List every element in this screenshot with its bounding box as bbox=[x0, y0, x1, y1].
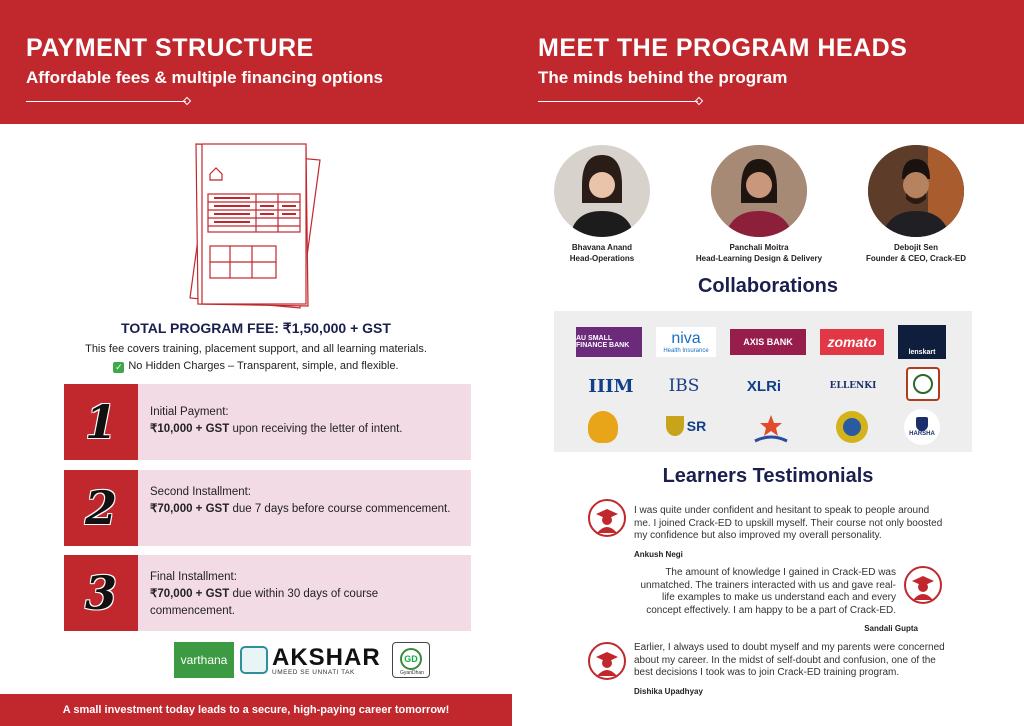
installment-card bbox=[64, 555, 471, 631]
xlri-logo: XLRi bbox=[746, 377, 782, 395]
total-program-fee: TOTAL PROGRAM FEE: ₹1,50,000 + GST bbox=[121, 320, 391, 336]
collaborations-logo-grid bbox=[554, 311, 972, 452]
akshar-mark-icon bbox=[240, 646, 268, 674]
avatar bbox=[868, 145, 964, 237]
head-name: Debojit Sen bbox=[893, 243, 938, 252]
testimonial bbox=[634, 567, 918, 636]
invoice-document-icon bbox=[180, 138, 330, 313]
head-role: Head-Learning Design & Delivery bbox=[695, 254, 823, 263]
testimonial bbox=[634, 505, 944, 561]
avatar bbox=[554, 145, 650, 237]
au-bank-logo: AU SMALL FINANCE BANK bbox=[576, 327, 642, 357]
sr-group-logo: SR bbox=[658, 411, 714, 441]
installment-number: 3 bbox=[64, 555, 138, 631]
niva-logo: niva Health Insurance bbox=[656, 327, 716, 357]
graduate-avatar-icon bbox=[904, 566, 942, 604]
head-role: Founder & CEO, Crack-ED bbox=[865, 254, 966, 263]
avatar bbox=[711, 145, 807, 237]
testimonial-author: Ankush Negi bbox=[634, 549, 683, 559]
institute-crest-icon bbox=[588, 411, 618, 443]
testimonial bbox=[634, 642, 954, 698]
harsha-logo: HARSHA bbox=[904, 409, 940, 445]
divider bbox=[538, 101, 698, 102]
program-head bbox=[836, 145, 996, 263]
installment-number: 1 bbox=[64, 384, 138, 460]
testimonial-author: Dishika Upadhyay bbox=[634, 686, 703, 696]
ellenki-logo: ELLENKI bbox=[829, 381, 877, 391]
head-role: Head-Operations bbox=[569, 254, 635, 263]
graduate-avatar-icon bbox=[588, 642, 626, 680]
divider bbox=[26, 101, 186, 102]
divider-diamond bbox=[695, 97, 703, 105]
collaborations-title: Collaborations bbox=[697, 275, 838, 297]
head-name: Bhavana Anand bbox=[571, 243, 633, 252]
checkmark-icon: ✓ bbox=[115, 362, 123, 372]
testimonials-title: Learners Testimonials bbox=[662, 465, 874, 487]
page-subtitle: The minds behind the program bbox=[538, 68, 788, 87]
installment-card bbox=[64, 470, 471, 546]
institute-emblem-icon bbox=[906, 367, 940, 401]
fee-description: This fee covers training, placement support, and all learning materials. bbox=[85, 343, 427, 355]
heads-banner bbox=[512, 0, 1024, 124]
iiim-logo: IIIM bbox=[588, 375, 634, 397]
varthana-logo: varthana bbox=[174, 642, 234, 678]
testimonial-text: The amount of knowledge I gained in Crack-ED was unmatched. The trainers interacted with us and gave real-life examples to make us understand each and every concept effectively. I am happy to be a part of Crack-ED. bbox=[640, 567, 896, 616]
page-title: PAYMENT STRUCTURE bbox=[26, 34, 314, 62]
installment-text: Initial Payment: ₹10,000 + GST upon receiving the letter of intent. bbox=[150, 406, 403, 435]
head-name: Panchali Moitra bbox=[729, 243, 789, 252]
footer-tagline: A small investment today leads to a secure, high-paying career tomorrow! bbox=[0, 694, 512, 726]
program-head bbox=[679, 145, 839, 263]
akshar-logo: AKSHAR UMEED SE UNNATI TAK bbox=[240, 642, 388, 678]
axis-bank-logo: AXIS BANK bbox=[730, 329, 806, 355]
installment-text: Second Installment: ₹70,000 + GST due 7 days before course commencement. bbox=[150, 486, 451, 515]
installment-number: 2 bbox=[64, 470, 138, 546]
testimonial-text: Earlier, I always used to doubt myself and my parents were concerned about my career. In the midst of self-doubt and confusion, one of the best decisions I took was to join Crack-ED training program. bbox=[634, 642, 945, 678]
testimonial-text: I was quite under confident and hesitant to speak to people around me. I joined Crack-ED to upskill myself. Their course not only boosted my confidence but also improved my overall personality. bbox=[634, 505, 943, 541]
university-seal-icon bbox=[836, 411, 868, 443]
graduate-avatar-icon bbox=[588, 499, 626, 537]
gyandhan-logo: GD GyanDhan bbox=[392, 642, 430, 678]
program-heads-page bbox=[512, 0, 1024, 726]
payment-banner bbox=[0, 0, 512, 124]
divider-diamond bbox=[183, 97, 191, 105]
lenskart-logo: lenskart bbox=[898, 325, 946, 359]
page-subtitle: Affordable fees & multiple financing options bbox=[26, 68, 384, 87]
book-emblem-icon bbox=[746, 409, 796, 445]
installment-text: Final Installment: ₹70,000 + GST due within 30 days of course commencement. bbox=[150, 571, 379, 617]
testimonial-author: Sandali Gupta bbox=[864, 624, 918, 633]
zomato-logo: zomato bbox=[820, 329, 884, 355]
page-title: MEET THE PROGRAM HEADS bbox=[538, 34, 908, 62]
program-head bbox=[522, 145, 682, 263]
ibs-logo: IBS bbox=[668, 376, 700, 396]
fee-note: ✓ No Hidden Charges – Transparent, simple, and flexible. bbox=[115, 360, 399, 372]
installment-card bbox=[64, 384, 471, 460]
